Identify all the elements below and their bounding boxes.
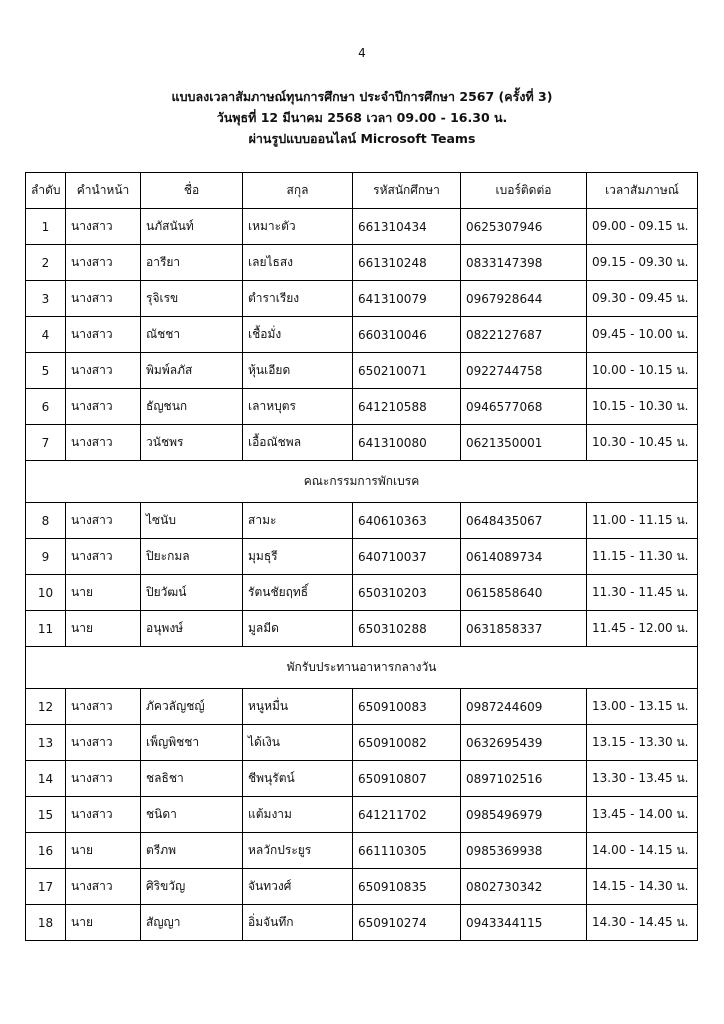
cell-first-name: อารียา [141, 245, 243, 281]
cell-interview-time: 14.30 - 14.45 น. [587, 905, 698, 941]
cell-no: 5 [26, 353, 66, 389]
cell-prefix: นางสาว [66, 317, 141, 353]
cell-student-id: 641210588 [353, 389, 461, 425]
column-header-no: ลำดับ [26, 173, 66, 209]
cell-student-id: 650910082 [353, 725, 461, 761]
cell-interview-time: 14.15 - 14.30 น. [587, 869, 698, 905]
cell-first-name: ปิยะกมล [141, 539, 243, 575]
cell-last-name: แต้มงาม [243, 797, 353, 833]
cell-prefix: นางสาว [66, 281, 141, 317]
cell-prefix: นางสาว [66, 503, 141, 539]
cell-no: 13 [26, 725, 66, 761]
cell-phone: 0985496979 [461, 797, 587, 833]
cell-last-name: เลยไธสง [243, 245, 353, 281]
cell-prefix: นางสาว [66, 725, 141, 761]
break-label: คณะกรรมการพักเบรค [26, 461, 698, 503]
column-header-student-id: รหัสนักศึกษา [353, 173, 461, 209]
cell-first-name: นภัสนันท์ [141, 209, 243, 245]
cell-interview-time: 11.00 - 11.15 น. [587, 503, 698, 539]
cell-phone: 0625307946 [461, 209, 587, 245]
cell-phone: 0648435067 [461, 503, 587, 539]
cell-first-name: สัญญา [141, 905, 243, 941]
cell-interview-time: 09.30 - 09.45 น. [587, 281, 698, 317]
cell-no: 1 [26, 209, 66, 245]
cell-first-name: ตรีภพ [141, 833, 243, 869]
cell-first-name: วนัชพร [141, 425, 243, 461]
cell-phone: 0632695439 [461, 725, 587, 761]
cell-no: 4 [26, 317, 66, 353]
column-header-prefix: คำนำหน้า [66, 173, 141, 209]
cell-no: 6 [26, 389, 66, 425]
cell-no: 16 [26, 833, 66, 869]
table-row [26, 425, 698, 461]
break-row [26, 461, 698, 503]
cell-interview-time: 10.00 - 10.15 น. [587, 353, 698, 389]
cell-phone: 0621350001 [461, 425, 587, 461]
cell-no: 2 [26, 245, 66, 281]
cell-prefix: นางสาว [66, 245, 141, 281]
cell-phone: 0615858640 [461, 575, 587, 611]
cell-phone: 0967928644 [461, 281, 587, 317]
cell-phone: 0802730342 [461, 869, 587, 905]
cell-phone: 0946577068 [461, 389, 587, 425]
table-row [26, 353, 698, 389]
cell-student-id: 650210071 [353, 353, 461, 389]
document-date-time: วันพุธที่ 12 มีนาคม 2568 เวลา 09.00 - 16.30 น. [216, 110, 508, 125]
cell-prefix: นาย [66, 905, 141, 941]
break-label: พักรับประทานอาหารกลางวัน [26, 647, 698, 689]
cell-student-id: 650310203 [353, 575, 461, 611]
cell-student-id: 650910807 [353, 761, 461, 797]
cell-prefix: นาย [66, 611, 141, 647]
cell-last-name: อิ่มจันทึก [243, 905, 353, 941]
table-row [26, 281, 698, 317]
cell-student-id: 650910274 [353, 905, 461, 941]
cell-first-name: ชนิดา [141, 797, 243, 833]
cell-prefix: นางสาว [66, 389, 141, 425]
cell-last-name: จันทวงศ์ [243, 869, 353, 905]
cell-interview-time: 10.30 - 10.45 น. [587, 425, 698, 461]
cell-first-name: อนุพงษ์ [141, 611, 243, 647]
table-row [26, 245, 698, 281]
cell-prefix: นาย [66, 833, 141, 869]
cell-first-name: ศิริขวัญ [141, 869, 243, 905]
table-row [26, 503, 698, 539]
cell-first-name: รุจิเรข [141, 281, 243, 317]
cell-no: 7 [26, 425, 66, 461]
cell-no: 12 [26, 689, 66, 725]
table-row [26, 539, 698, 575]
table-row [26, 575, 698, 611]
cell-phone: 0631858337 [461, 611, 587, 647]
cell-last-name: รัตนชัยฤทธิ์ [243, 575, 353, 611]
cell-interview-time: 11.30 - 11.45 น. [587, 575, 698, 611]
cell-prefix: นางสาว [66, 425, 141, 461]
cell-first-name: ภัควลัญชญ์ [141, 689, 243, 725]
table-row [26, 833, 698, 869]
cell-phone: 0822127687 [461, 317, 587, 353]
cell-interview-time: 11.15 - 11.30 น. [587, 539, 698, 575]
table-row [26, 725, 698, 761]
table-row [26, 317, 698, 353]
column-header-interview-time: เวลาสัมภาษณ์ [587, 173, 698, 209]
cell-no: 15 [26, 797, 66, 833]
cell-first-name: พิมพ์ลภัส [141, 353, 243, 389]
table-body [26, 209, 698, 941]
cell-interview-time: 13.30 - 13.45 น. [587, 761, 698, 797]
cell-phone: 0897102516 [461, 761, 587, 797]
cell-interview-time: 09.00 - 09.15 น. [587, 209, 698, 245]
cell-prefix: นางสาว [66, 797, 141, 833]
cell-no: 11 [26, 611, 66, 647]
cell-student-id: 650910083 [353, 689, 461, 725]
cell-interview-time: 10.15 - 10.30 น. [587, 389, 698, 425]
column-header-first-name: ชื่อ [141, 173, 243, 209]
cell-first-name: ธัญชนก [141, 389, 243, 425]
table-row [26, 797, 698, 833]
cell-last-name: ได้เงิน [243, 725, 353, 761]
table-row [26, 689, 698, 725]
document-title: แบบลงเวลาสัมภาษณ์ทุนการศึกษา ประจำปีการศึกษา 2567 (ครั้งที่ 3) [171, 89, 553, 104]
cell-student-id: 641310079 [353, 281, 461, 317]
document-header [0, 86, 724, 149]
cell-last-name: หลวักประยูร [243, 833, 353, 869]
cell-no: 9 [26, 539, 66, 575]
break-row [26, 647, 698, 689]
cell-student-id: 640710037 [353, 539, 461, 575]
cell-student-id: 641211702 [353, 797, 461, 833]
cell-student-id: 650310288 [353, 611, 461, 647]
column-header-phone: เบอร์ติดต่อ [461, 173, 587, 209]
cell-first-name: ไซนับ [141, 503, 243, 539]
cell-interview-time: 11.45 - 12.00 น. [587, 611, 698, 647]
cell-no: 8 [26, 503, 66, 539]
table-row [26, 905, 698, 941]
cell-phone: 0614089734 [461, 539, 587, 575]
cell-interview-time: 09.45 - 10.00 น. [587, 317, 698, 353]
cell-student-id: 650910835 [353, 869, 461, 905]
cell-last-name: หนูหมื่น [243, 689, 353, 725]
table-row [26, 209, 698, 245]
cell-last-name: มูลมีด [243, 611, 353, 647]
cell-last-name: เชื้อมั่ง [243, 317, 353, 353]
cell-no: 3 [26, 281, 66, 317]
page-number: 4 [358, 46, 366, 60]
cell-interview-time: 13.00 - 13.15 น. [587, 689, 698, 725]
cell-phone: 0922744758 [461, 353, 587, 389]
cell-last-name: ตำราเรียง [243, 281, 353, 317]
table-row [26, 611, 698, 647]
cell-no: 14 [26, 761, 66, 797]
cell-interview-time: 13.45 - 14.00 น. [587, 797, 698, 833]
column-header-last-name: สกุล [243, 173, 353, 209]
cell-first-name: เพ็ญพิชชา [141, 725, 243, 761]
cell-prefix: นางสาว [66, 689, 141, 725]
cell-student-id: 661310434 [353, 209, 461, 245]
document-meeting-platform: ผ่านรูปแบบออนไลน์ Microsoft Teams [248, 131, 476, 146]
cell-phone: 0943344115 [461, 905, 587, 941]
cell-no: 17 [26, 869, 66, 905]
cell-first-name: ณัชชา [141, 317, 243, 353]
cell-prefix: นางสาว [66, 539, 141, 575]
cell-prefix: นาย [66, 575, 141, 611]
cell-first-name: ชลธิชา [141, 761, 243, 797]
cell-prefix: นางสาว [66, 869, 141, 905]
cell-student-id: 661310248 [353, 245, 461, 281]
table-row [26, 761, 698, 797]
cell-prefix: นางสาว [66, 353, 141, 389]
cell-last-name: สามะ [243, 503, 353, 539]
cell-last-name: มุมธุรี [243, 539, 353, 575]
cell-phone: 0987244609 [461, 689, 587, 725]
cell-prefix: นางสาว [66, 209, 141, 245]
cell-last-name: ชีพนุรัตน์ [243, 761, 353, 797]
table-row [26, 389, 698, 425]
cell-last-name: หุ้นเอียด [243, 353, 353, 389]
cell-first-name: ปิยวัฒน์ [141, 575, 243, 611]
cell-phone: 0833147398 [461, 245, 587, 281]
cell-phone: 0985369938 [461, 833, 587, 869]
table-row [26, 869, 698, 905]
cell-no: 10 [26, 575, 66, 611]
cell-last-name: เอื้อณัชพล [243, 425, 353, 461]
cell-interview-time: 14.00 - 14.15 น. [587, 833, 698, 869]
cell-no: 18 [26, 905, 66, 941]
cell-prefix: นางสาว [66, 761, 141, 797]
cell-interview-time: 13.15 - 13.30 น. [587, 725, 698, 761]
cell-student-id: 660310046 [353, 317, 461, 353]
cell-student-id: 641310080 [353, 425, 461, 461]
cell-interview-time: 09.15 - 09.30 น. [587, 245, 698, 281]
cell-last-name: เหมาะตัว [243, 209, 353, 245]
cell-last-name: เลาหบุตร [243, 389, 353, 425]
cell-student-id: 661110305 [353, 833, 461, 869]
table-header-row [26, 173, 698, 209]
cell-student-id: 640610363 [353, 503, 461, 539]
interview-schedule-table [25, 172, 698, 941]
